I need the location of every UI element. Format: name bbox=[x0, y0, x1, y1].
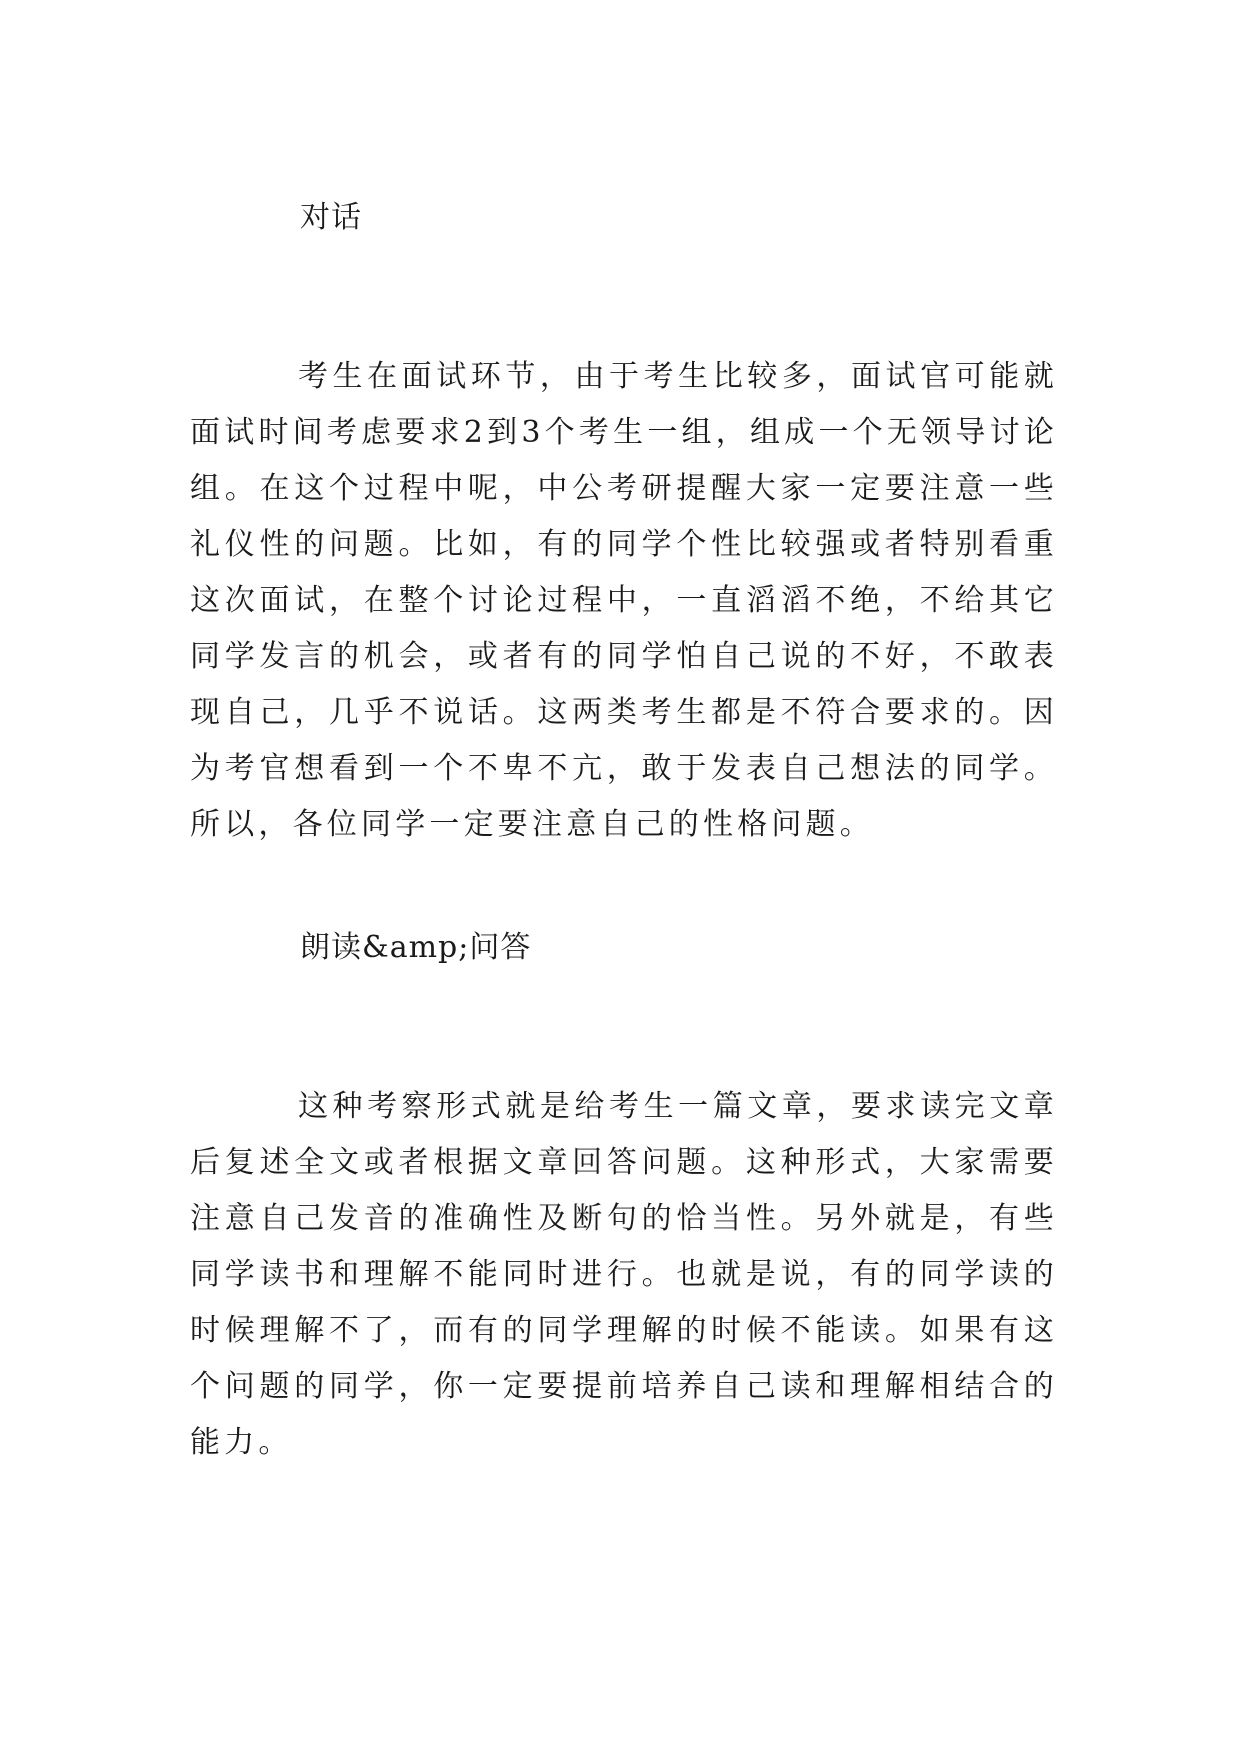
section-paragraph-reading-qa: 这种考察形式就是给考生一篇文章，要求读完文章后复述全文或者根据文章回答问题。这种形式，大家需要注意自己发音的准确性及断句的恰当性。另外就是，有些同学读书和理解不能同时进行。也就是说，有的同学读的时候理解不了，而有的同学理解的时候不能读。如果有这个问题的同学，你一定要提前培养自己读和理解相结合的能力。 bbox=[190, 1089, 1058, 1460]
section-paragraph-dialogue: 考生在面试环节，由于考生比较多，面试官可能就面试时间考虑要求2到3个考生一组，组成一个无领导讨论组。在这个过程中呢，中公考研提醒大家一定要注意一些礼仪性的问题。比如，有的同学个性比较强或者特别看重这次面试，在整个讨论过程中，一直滔滔不绝，不给其它同学发言的机会，或者有的同学怕自己说的不好，不敢表现自己，几乎不说话。这两类考生都是不符合要求的。因为考官想看到一个不卑不亢，敢于发表自己想法的同学。所以，各位同学一定要注意自己的性格问题。 bbox=[190, 359, 1058, 842]
section-heading-reading-qa: 朗读&amp;问答 bbox=[300, 930, 532, 965]
section-heading-dialogue: 对话 bbox=[300, 200, 362, 235]
